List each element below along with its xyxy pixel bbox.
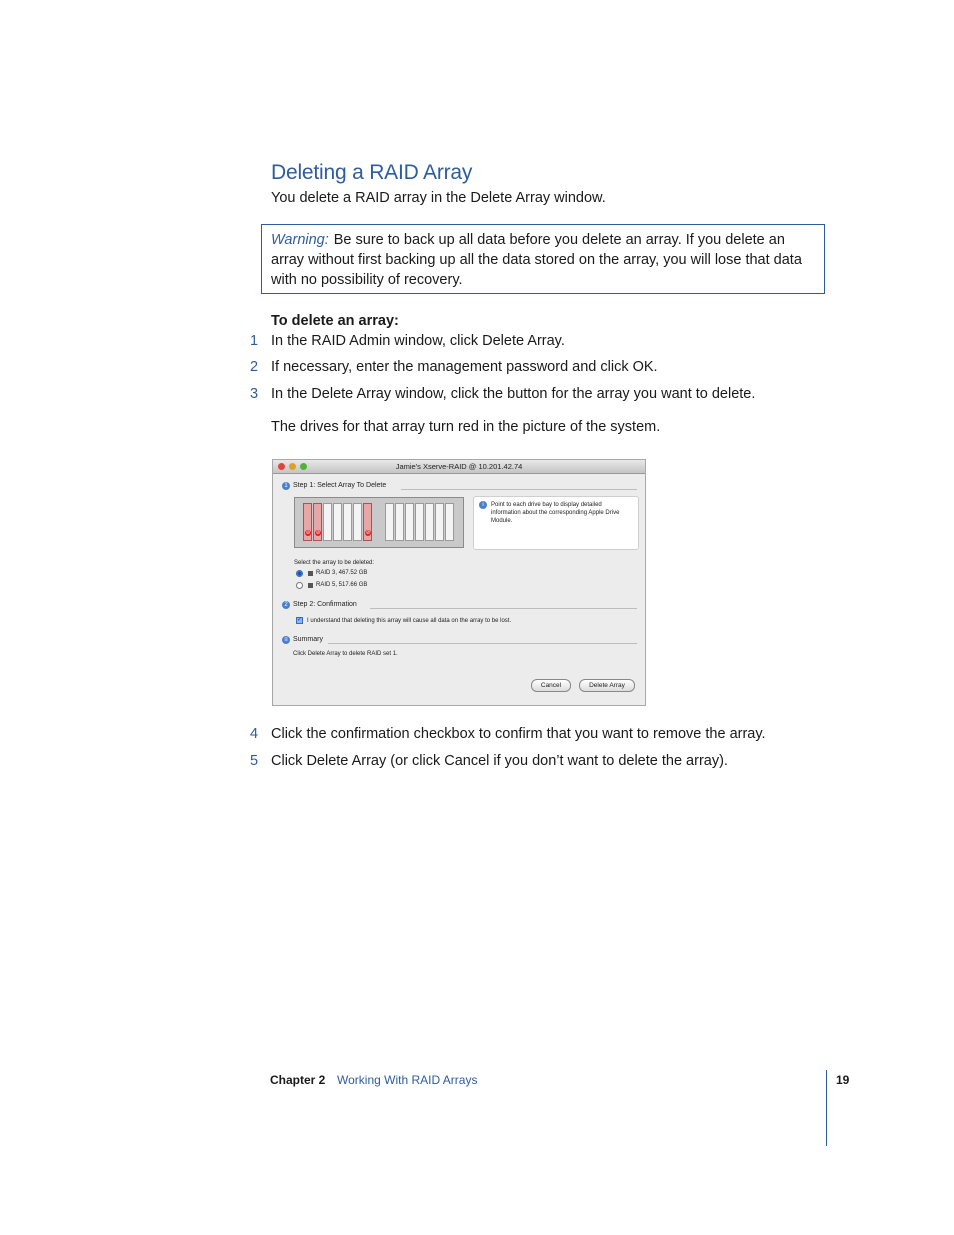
no-entry-icon: ⊘	[365, 530, 371, 536]
raid3-radio[interactable]	[296, 570, 303, 577]
window-title: Jamie's Xserve-RAID @ 10.201.42.74	[395, 462, 523, 471]
confirm-text: I understand that deleting this array will cause all data on the array to be lost.	[307, 618, 512, 624]
step-text: Click Delete Array (or click Cancel if you don’t want to delete the array).	[271, 753, 728, 769]
raid3-option-label: RAID 3, 467.52 GB	[316, 570, 368, 576]
note-paragraph: The drives for that array turn red in the picture of the system.	[271, 419, 661, 435]
drive-bay[interactable]	[385, 503, 394, 541]
step-text: In the RAID Admin window, click Delete Array.	[271, 333, 565, 349]
no-entry-icon: ⊘	[305, 530, 311, 536]
divider	[370, 608, 637, 609]
warning-box	[261, 224, 825, 294]
drive-bay[interactable]	[353, 503, 362, 541]
info-panel	[473, 496, 639, 550]
delete-array-button[interactable]: Delete Array	[579, 679, 635, 692]
step-number: 4	[250, 726, 259, 742]
step-text: In the Delete Array window, click the button for the array you want to delete.	[271, 386, 756, 402]
delete-array-window-figure	[272, 459, 646, 706]
footer-chapter: Chapter 2	[270, 1073, 326, 1087]
page-number: 19	[836, 1073, 850, 1087]
array-swatch-icon	[308, 583, 313, 588]
warning-label: Warning:	[271, 232, 329, 248]
window-titlebar	[273, 460, 645, 474]
summary-icon: ≡	[282, 636, 290, 644]
footer-chapter-title: Working With RAID Arrays	[337, 1073, 478, 1087]
drive-bay[interactable]	[445, 503, 454, 541]
summary-text: Click Delete Array to delete RAID set 1.	[293, 651, 398, 657]
divider	[328, 643, 637, 644]
footer-divider	[826, 1070, 827, 1146]
step-number: 2	[250, 359, 259, 375]
array-swatch-icon	[308, 571, 313, 576]
drive-bay[interactable]	[303, 503, 312, 541]
cancel-button[interactable]: Cancel	[531, 679, 571, 692]
no-entry-icon: ⊘	[315, 530, 321, 536]
intro-paragraph: You delete a RAID array in the Delete Array window.	[271, 190, 606, 206]
raid5-radio[interactable]	[296, 582, 303, 589]
drive-bay[interactable]	[395, 503, 404, 541]
step2-label: Step 2: Confirmation	[293, 601, 357, 608]
drive-bay[interactable]	[333, 503, 342, 541]
step-text: Click the confirmation checkbox to confirm that you want to remove the array.	[271, 726, 766, 742]
step-number: 1	[250, 333, 259, 349]
drive-bay[interactable]	[343, 503, 352, 541]
drive-bay[interactable]	[363, 503, 372, 541]
divider	[401, 489, 637, 490]
step-one-icon: 1	[282, 482, 290, 490]
drive-bay[interactable]	[405, 503, 414, 541]
info-text: Point to each drive bay to display detailed information about the corresponding Apple Drive Module.	[491, 502, 620, 524]
info-icon: i	[479, 501, 487, 509]
step-number: 5	[250, 753, 259, 769]
raid-enclosure-diagram[interactable]	[294, 497, 464, 548]
drive-bay[interactable]	[435, 503, 444, 541]
drive-bay[interactable]	[323, 503, 332, 541]
drive-bay[interactable]	[313, 503, 322, 541]
raid5-option-label: RAID 5, 517.66 GB	[316, 582, 368, 588]
summary-label: Summary	[293, 636, 323, 643]
step-number: 3	[250, 386, 259, 402]
step-two-icon: 2	[282, 601, 290, 609]
section-heading: Deleting a RAID Array	[271, 161, 473, 184]
select-array-label: Select the array to be deleted:	[294, 560, 375, 566]
drive-bay[interactable]	[425, 503, 434, 541]
procedure-title: To delete an array:	[271, 313, 399, 329]
warning-text: Be sure to back up all data before you delete an array. If you delete an array without first backing up all the data stored on the array, you will lose that data with no possibility of recovery.	[271, 232, 802, 288]
step-text: If necessary, enter the management password and click OK.	[271, 359, 658, 375]
step1-label: Step 1: Select Array To Delete	[293, 482, 387, 489]
drive-bay[interactable]	[415, 503, 424, 541]
confirm-checkbox[interactable]: ✓	[297, 617, 303, 623]
warning-text-block	[271, 230, 819, 290]
